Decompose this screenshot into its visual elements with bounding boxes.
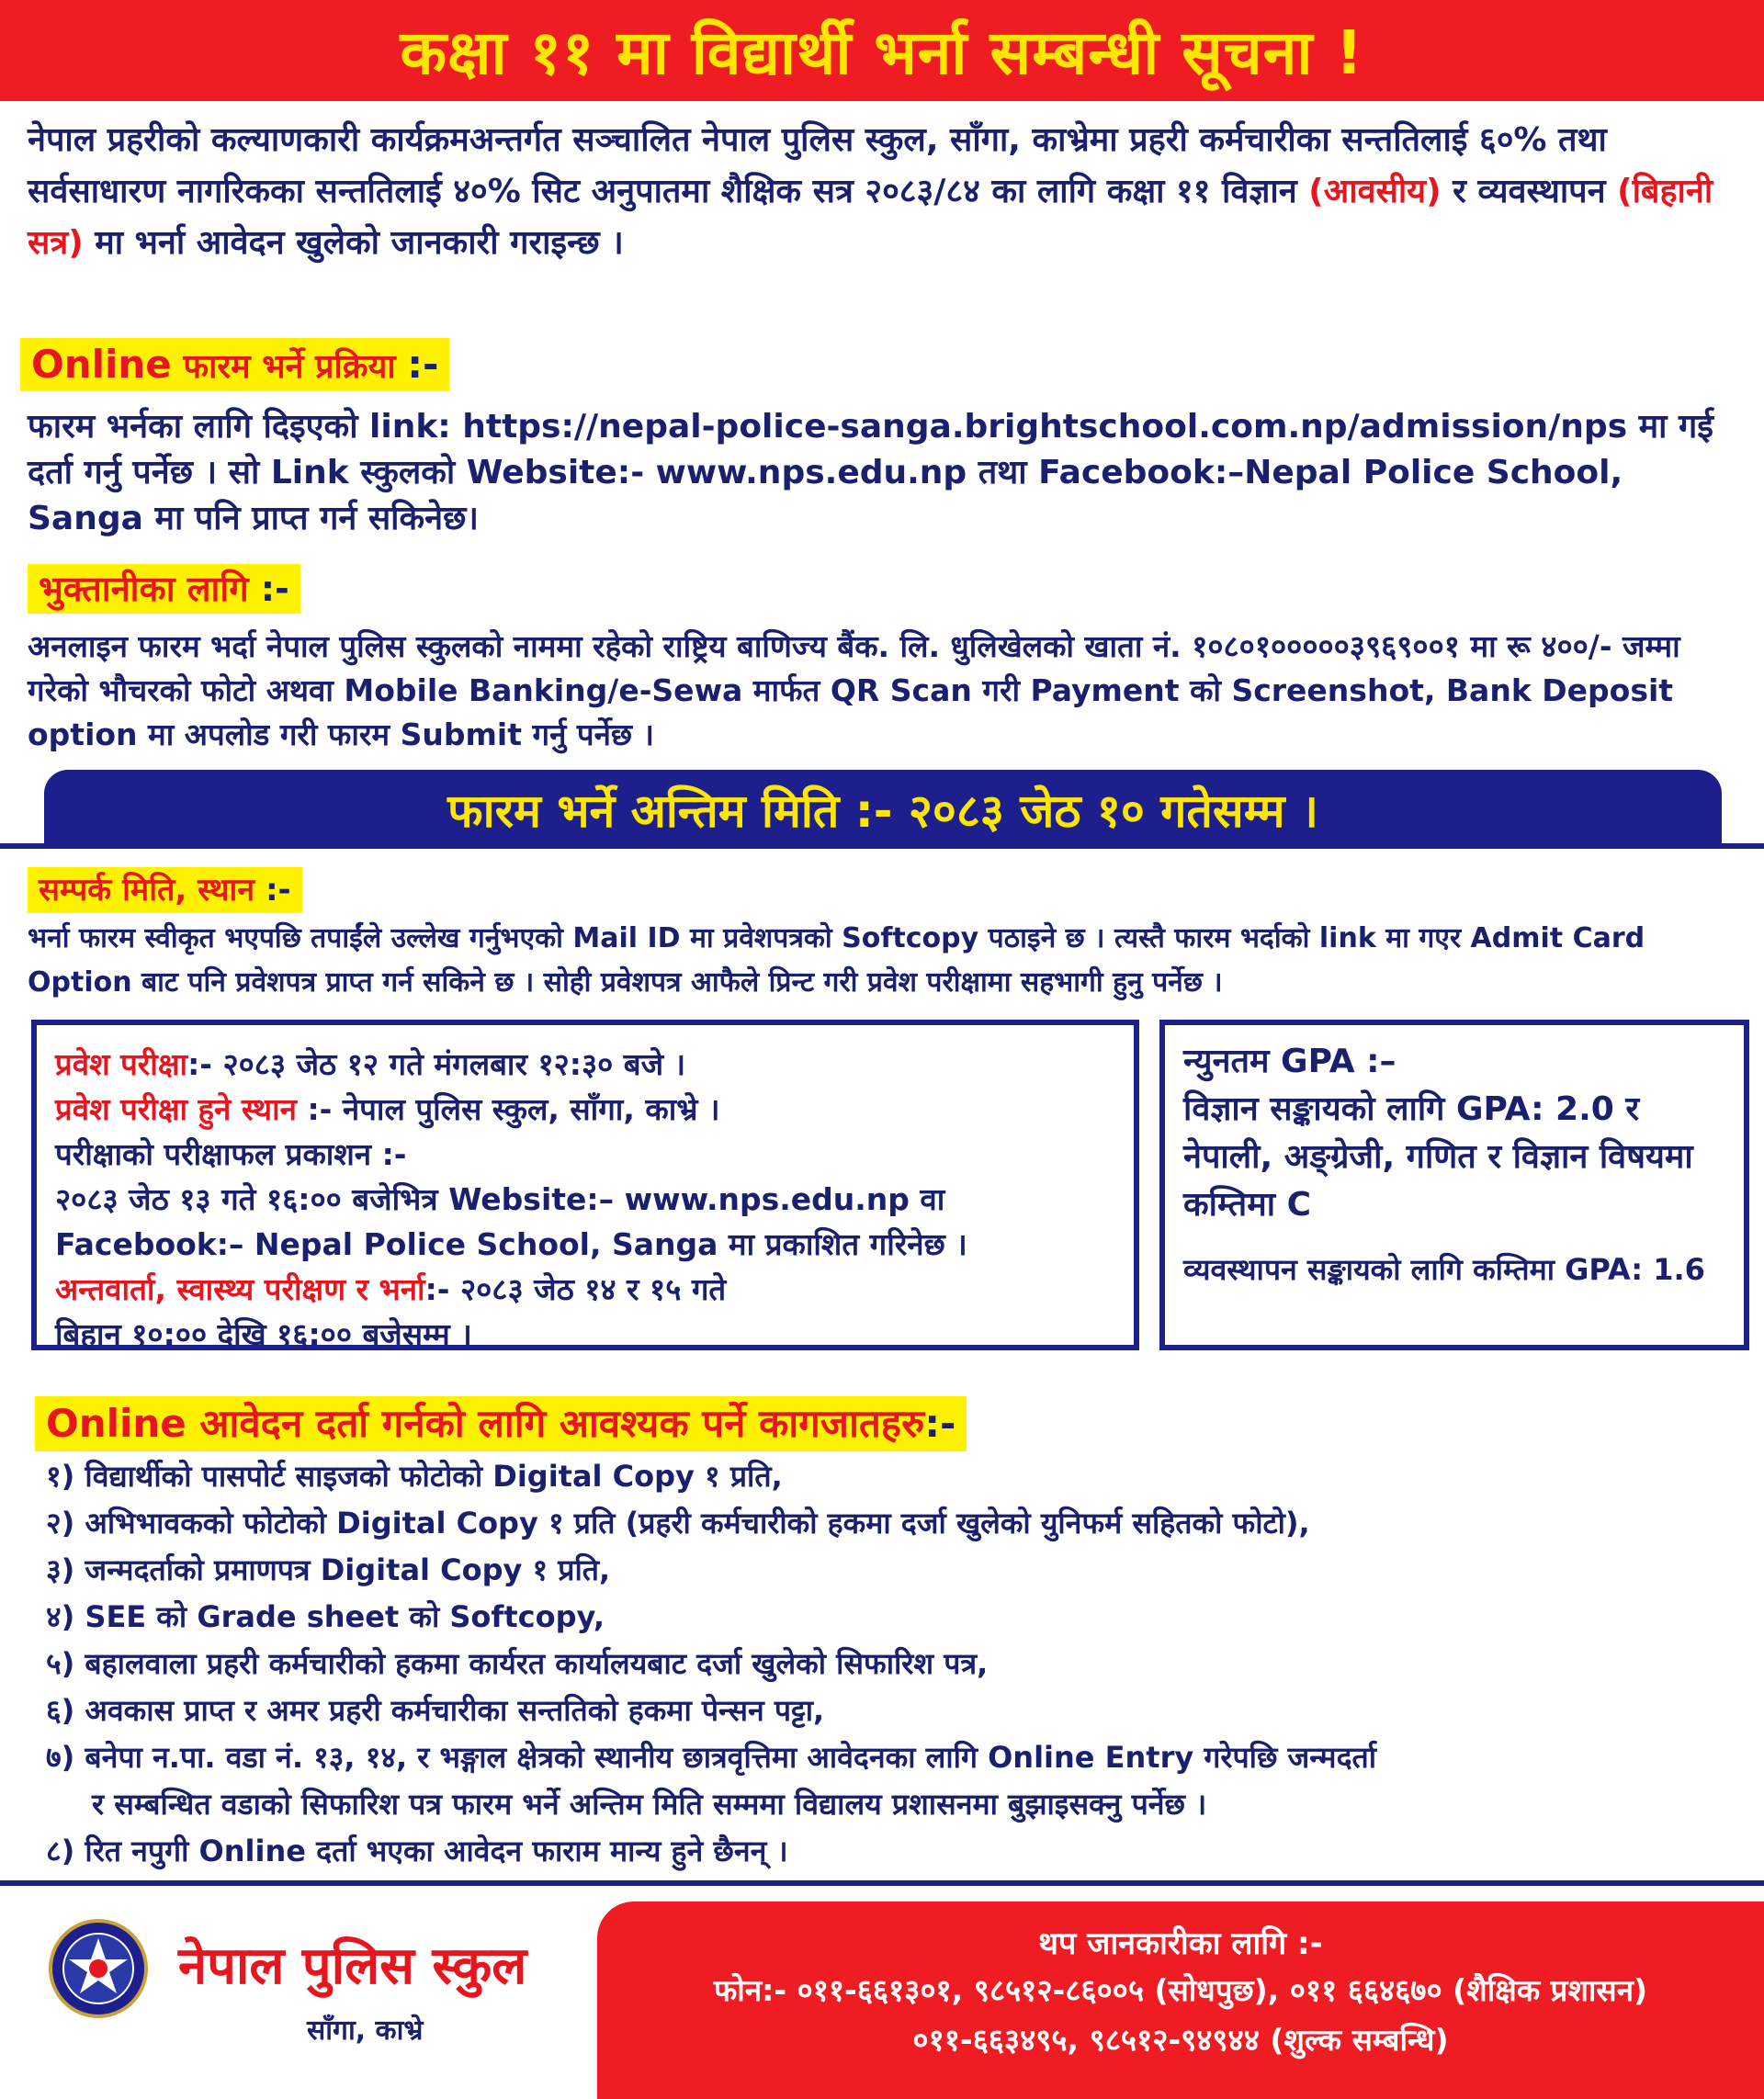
exam-venue-value: :- नेपाल पुलिस स्कुल, साँगा, काभ्रे । <box>307 1091 720 1127</box>
contact-heading-text: सम्पर्क मिति, स्थान <box>39 872 266 908</box>
exam-schedule-box <box>31 1020 1139 1350</box>
contact-heading <box>28 867 302 913</box>
deadline-text: फारम भर्ने अन्तिम मिति :- २०८३ जेठ १० गतेसम्म । <box>447 784 1318 838</box>
interview-value: :- २०८३ जेठ १४ र १५ गते <box>424 1271 727 1307</box>
payment-body: अनलाइन फारम भर्दा नेपाल पुलिस स्कुलको नाममा रहेको राष्ट्रिय बाणिज्य बैंक. लि. धुलिखेलको खाता नं. १०८०१०००००३९६९००१ मा रू ४००/- जम्मा गरेको भौचरको फोटो अथवा Mobile Banking/e-Sewa मार्फत QR Scan गरी Payment को Screenshot, Bank Deposit option मा अपलोड गरी फारम Submit गर्नु पर्नेछ । <box>28 628 1680 752</box>
exam-venue-line <box>55 1087 1115 1132</box>
online-heading-tail: :- <box>407 342 439 387</box>
school-name: नेपाल पुलिस स्कुल <box>178 1935 527 1996</box>
exam-date-line <box>55 1042 1115 1087</box>
online-heading-word: Online <box>31 342 172 387</box>
exam-date-label: प्रवेश परीक्षा <box>55 1046 188 1082</box>
police-emblem-icon <box>48 1918 149 2023</box>
gpa-heading: न्युनतम GPA :– <box>1183 1043 1396 1080</box>
notice-title: कक्षा ११ मा विद्यार्थी भर्ना सम्बन्धी सूचना ! <box>400 17 1364 88</box>
payment-heading-text: भुक्तानीका लागि <box>39 569 249 609</box>
list-item: ५) बहालवाला प्रहरी कर्मचारीको हकमा कार्यरत कार्यालयबाट दर्जा खुलेको सिफारिश पत्र, <box>46 1646 989 1681</box>
list-item: ८) रित नपुगी Online दर्ता भएका आवेदन फाराम मान्य हुने छैनन् । <box>46 1834 788 1868</box>
documents-heading-text: Online आवेदन दर्ता गर्नको लागि आवश्यक पर्ने कागजातहरु <box>46 1401 925 1446</box>
gpa-box <box>1159 1020 1749 1350</box>
intro-text-1: नेपाल प्रहरीको कल्याणकारी कार्यक्रमअन्तर्गत सञ्चालित नेपाल पुलिस स्कुल, साँगा, काभ्रेमा प्रहरी कर्मचारीका सन्ततिलाई ६०% तथा सर्वसाधारण नागरिकका सन्ततिलाई ४०% सिट अनुपातमा शैक्षिक सत्र २०८३/८४ का लागि कक्षा ११ विज्ञान <box>28 121 1607 210</box>
gpa-science: विज्ञान सङ्कायको लागि GPA: 2.0 र नेपाली, अङ्ग्रेजी, गणित र विज्ञान विषयमा कम्तिमा C <box>1183 1090 1693 1224</box>
result-line-2: Facebook:– Nepal Police School, Sanga मा प्रकाशित गरिनेछ । <box>55 1226 967 1262</box>
intro-text-3: मा भर्ना आवेदन खुलेको जानकारी गराइन्छ । <box>83 224 624 262</box>
list-item: ७) बनेपा न.पा. वडा नं. १३, १४, र भङ्गाल क्षेत्रको स्थानीय छात्रवृत्तिमा आवेदनका लागि Online Entry गरेपछि जन्मदर्ता <box>46 1740 1377 1775</box>
notice-title-bar <box>0 0 1764 101</box>
exam-venue-label: प्रवेश परीक्षा हुने स्थान <box>55 1091 308 1127</box>
intro-text-2: र व्यवस्थापन <box>1441 173 1618 210</box>
list-item: ४) SEE को Grade sheet को Softcopy, <box>46 1599 605 1634</box>
documents-list <box>46 1453 1746 1875</box>
deadline-banner <box>44 770 1722 849</box>
phone-line-2: ०११-६६३४९५, ९८५१२-९४९४४ (शुल्क सम्बन्धि) <box>912 2022 1449 2058</box>
result-line-1: २०८३ जेठ १३ गते १६:०० बजेभित्र Website:– www.nps.edu.np वा <box>55 1181 945 1217</box>
documents-heading-tail: :- <box>924 1401 956 1446</box>
online-heading <box>20 338 449 391</box>
online-body: फारम भर्नका लागि दिइएको link: https://nepal-police-sanga.brightschool.com.np/admission/nps मा गई दर्ता गर्नु पर्नेछ । सो Link स्कुलको Website:- www.nps.edu.np तथा Facebook:–Nepal Police School, Sanga मा पनि प्राप्त गर्न सकिनेछ। <box>28 408 1713 537</box>
interview-line <box>55 1267 1115 1312</box>
intro-residential: (आवसीय) <box>1308 173 1442 210</box>
list-item: ६) अवकास प्राप्त र अमर प्रहरी कर्मचारीका सन्ततिको हकमा पेन्सन पट्टा, <box>46 1693 825 1728</box>
intro-morning: (बिहानी सत्र) <box>28 173 1713 262</box>
exam-date-value: :- २०८३ जेठ १२ गते मंगलबार १२:३० बजे । <box>187 1046 686 1082</box>
documents-heading <box>35 1396 967 1451</box>
contact-body: भर्ना फारम स्वीकृत भएपछि तपाईंले उल्लेख गर्नुभएको Mail ID मा प्रवेशपत्रको Softcopy पठाइने छ । त्यस्तै फारम भर्दाको link मा गएर Admit Card Option बाट पनि प्रवेशपत्र प्राप्त गर्न सकिने छ । सोही प्रवेशपत्र आफैले प्रिन्ट गरी प्रवेश परीक्षामा सहभागी हुनु पर्नेछ । <box>28 922 1645 999</box>
school-location: साँगा, काभ्रे <box>307 2014 424 2047</box>
payment-heading <box>28 564 300 614</box>
payment-heading-tail: :- <box>248 569 289 609</box>
interview-label: अन्तवार्ता, स्वास्थ्य परीक्षण र भर्ना <box>55 1271 425 1307</box>
list-item-continuation <box>46 1781 1746 1828</box>
phone-line-1: फोन:- ०११-६६१३०१, ९८५१२-८६००५ (सोधपुछ), ०११ ६६४६७० (शैक्षिक प्रशासन) <box>713 1972 1648 2008</box>
intro-paragraph <box>28 115 1746 269</box>
gpa-management: व्यवस्थापन सङ्कायको लागि कम्तिमा GPA: 1.6 <box>1183 1252 1705 1287</box>
list-item: ३) जन्मदर्ताको प्रमाणपत्र Digital Copy १ प्रति, <box>46 1552 611 1587</box>
contact-heading-tail: :- <box>265 872 291 908</box>
list-item: २) अभिभावकको फोटोको Digital Copy १ प्रति (प्रहरी कर्मचारीको हकमा दर्जा खुलेको युनिफर्म सहितको फोटो), <box>46 1506 1310 1540</box>
item-7-continuation: र सम्बन्धित वडाको सिफारिश पत्र फारम भर्ने अन्तिम मिति सम्ममा विद्यालय प्रशासनमा बुझाइसक्नु पर्नेछ । <box>92 1787 1207 1822</box>
interview-line-2: बिहान १०:०० देखि १६:०० बजेसम्म । <box>55 1316 472 1352</box>
result-label: परीक्षाको परीक्षाफल प्रकाशन :- <box>55 1136 407 1172</box>
online-heading-rest: फारम भर्ने प्रक्रिया <box>171 348 408 386</box>
info-heading: थप जानकारीका लागि :- <box>1038 1925 1323 1962</box>
footer-contact-panel <box>597 1902 1764 2099</box>
list-item: १) विद्यार्थीको पासपोर्ट साइजको फोटोको Digital Copy १ प्रति, <box>46 1459 783 1494</box>
